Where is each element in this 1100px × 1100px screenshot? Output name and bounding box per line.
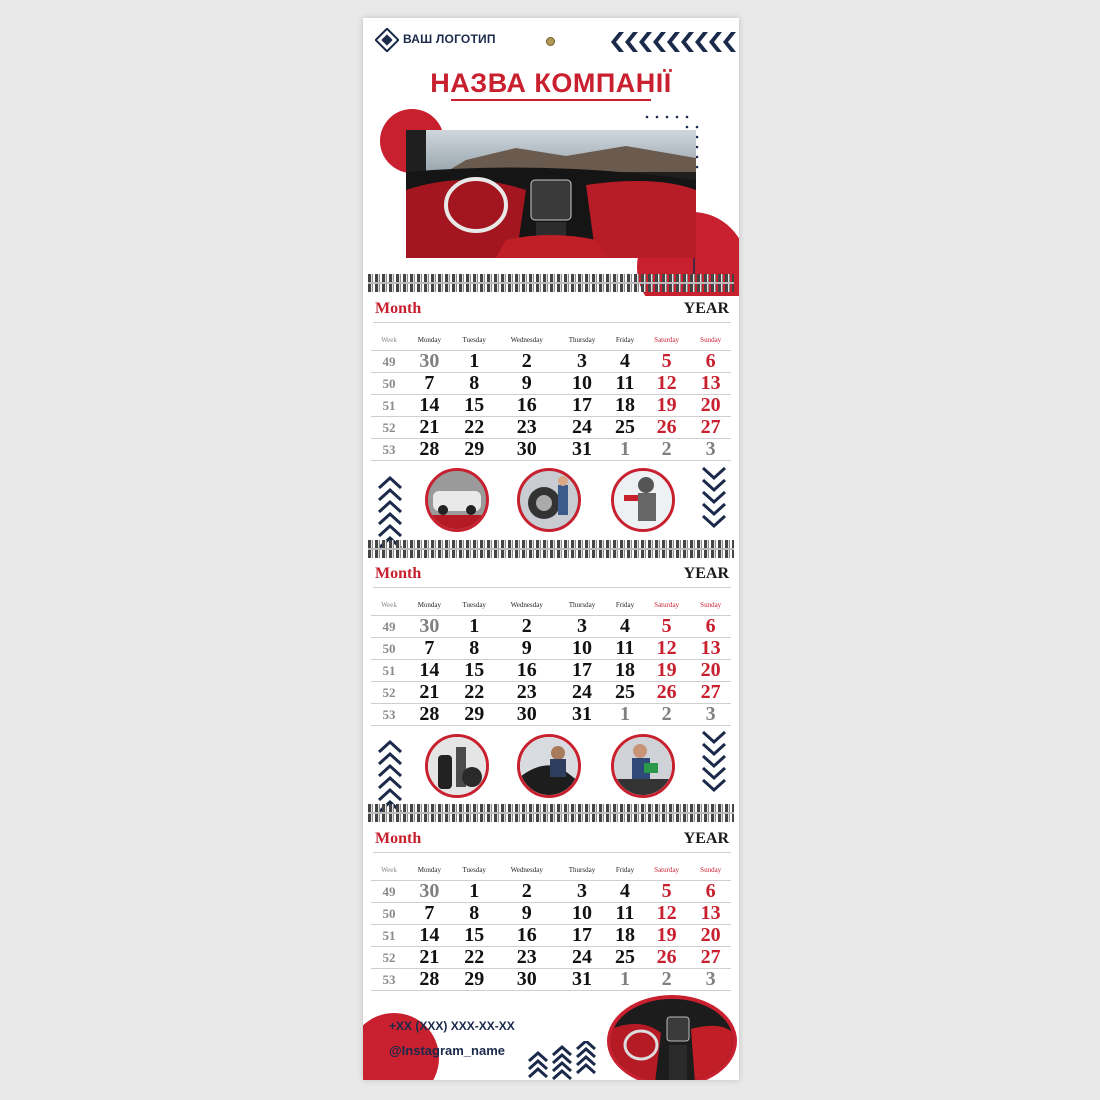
week-row — [371, 373, 731, 395]
day-cell: 15 — [452, 660, 497, 682]
hero-photo-car-interior — [406, 130, 696, 258]
week-number: 50 — [371, 373, 407, 395]
day-cell: 16 — [497, 925, 557, 947]
day-cell: 12 — [643, 903, 690, 925]
day-cell: 5 — [643, 616, 690, 638]
calendar-month-1 — [363, 298, 739, 478]
day-cell: 31 — [557, 704, 607, 726]
day-cell: 13 — [690, 903, 731, 925]
day-cell: 10 — [557, 373, 607, 395]
day-cell: 14 — [407, 925, 452, 947]
company-name: НАЗВА КОМПАНІЇ — [430, 68, 672, 98]
footer-photo-car-interior — [607, 995, 737, 1080]
logo-text: ВАШ ЛОГОТИП — [403, 32, 496, 46]
day-cell: 9 — [497, 903, 557, 925]
weekday-header: Friday — [607, 330, 643, 351]
day-cell: 20 — [690, 395, 731, 417]
calendar-header — [363, 18, 739, 296]
chevron-up-icon — [377, 740, 403, 812]
day-cell: 6 — [690, 351, 731, 373]
day-cell: 1 — [607, 704, 643, 726]
week-number: 50 — [371, 638, 407, 660]
divider — [373, 322, 731, 323]
day-cell: 17 — [557, 395, 607, 417]
week-row — [371, 351, 731, 373]
month-grid — [371, 330, 731, 461]
service-photo-wheel — [517, 468, 581, 532]
day-cell: 20 — [690, 660, 731, 682]
contact-phone: +XX (XXX) XXX-XX-XX — [389, 1019, 515, 1033]
day-cell: 21 — [407, 417, 452, 439]
week-number: 52 — [371, 682, 407, 704]
title-underline — [451, 99, 651, 103]
week-row — [371, 638, 731, 660]
weekday-header: Monday — [407, 860, 452, 881]
day-cell: 3 — [557, 616, 607, 638]
chevron-up-icon — [377, 476, 403, 548]
day-cell: 15 — [452, 395, 497, 417]
day-cell: 27 — [690, 417, 731, 439]
day-cell: 30 — [497, 969, 557, 991]
day-cell: 30 — [407, 351, 452, 373]
week-number: 53 — [371, 969, 407, 991]
calendar-month-3 — [363, 828, 739, 1008]
weekday-header: Friday — [607, 860, 643, 881]
week-number: 50 — [371, 903, 407, 925]
contact-instagram: @Instagram_name — [389, 1043, 505, 1058]
month-label: Month — [375, 565, 422, 582]
day-cell: 3 — [690, 439, 731, 461]
week-number: 49 — [371, 351, 407, 373]
weekday-header: Saturday — [643, 595, 690, 616]
week-row — [371, 616, 731, 638]
day-cell: 14 — [407, 660, 452, 682]
day-cell: 13 — [690, 638, 731, 660]
day-cell: 8 — [452, 638, 497, 660]
week-row — [371, 439, 731, 461]
weekday-header: Wednesday — [497, 595, 557, 616]
day-cell: 6 — [690, 881, 731, 903]
weekday-header: Tuesday — [452, 595, 497, 616]
day-cell: 22 — [452, 947, 497, 969]
week-number: 53 — [371, 439, 407, 461]
day-cell: 22 — [452, 682, 497, 704]
month-label: Month — [375, 830, 422, 847]
day-cell: 26 — [643, 682, 690, 704]
divider — [373, 852, 731, 853]
weekday-header: Monday — [407, 330, 452, 351]
day-cell: 1 — [607, 969, 643, 991]
week-number: 53 — [371, 704, 407, 726]
day-cell: 14 — [407, 395, 452, 417]
service-photo-painter — [611, 468, 675, 532]
day-cell: 24 — [557, 682, 607, 704]
company-logo — [375, 28, 496, 50]
spiral-binding — [368, 274, 734, 292]
day-cell: 27 — [690, 947, 731, 969]
week-row — [371, 395, 731, 417]
day-cell: 4 — [607, 351, 643, 373]
week-row — [371, 947, 731, 969]
week-number: 51 — [371, 660, 407, 682]
week-row — [371, 660, 731, 682]
day-cell: 30 — [497, 439, 557, 461]
day-cell: 17 — [557, 660, 607, 682]
service-photo-garage — [425, 468, 489, 532]
day-cell: 6 — [690, 616, 731, 638]
day-cell: 30 — [407, 881, 452, 903]
spiral-binding — [368, 804, 734, 822]
wall-calendar — [363, 18, 739, 1080]
day-cell: 11 — [607, 903, 643, 925]
day-cell: 18 — [607, 660, 643, 682]
week-number: 52 — [371, 947, 407, 969]
day-cell: 10 — [557, 638, 607, 660]
weekday-header: Sunday — [690, 860, 731, 881]
day-cell: 25 — [607, 947, 643, 969]
weekday-header: Thursday — [557, 595, 607, 616]
day-cell: 2 — [643, 704, 690, 726]
day-cell: 23 — [497, 417, 557, 439]
spiral-binding — [368, 540, 734, 558]
day-cell: 13 — [690, 373, 731, 395]
day-cell: 2 — [497, 881, 557, 903]
day-cell: 23 — [497, 682, 557, 704]
year-label: YEAR — [683, 565, 729, 582]
day-cell: 31 — [557, 439, 607, 461]
month-grid — [371, 860, 731, 991]
day-cell: 2 — [497, 616, 557, 638]
day-cell: 24 — [557, 947, 607, 969]
day-cell: 1 — [452, 351, 497, 373]
day-cell: 8 — [452, 903, 497, 925]
day-cell: 17 — [557, 925, 607, 947]
year-label: YEAR — [683, 300, 729, 317]
day-cell: 16 — [497, 395, 557, 417]
photo-strip-1 — [363, 466, 739, 550]
divider — [373, 587, 731, 588]
day-cell: 18 — [607, 395, 643, 417]
day-cell: 29 — [452, 704, 497, 726]
week-number: 51 — [371, 925, 407, 947]
weekday-header: Friday — [607, 595, 643, 616]
day-cell: 20 — [690, 925, 731, 947]
day-cell: 5 — [643, 351, 690, 373]
day-cell: 19 — [643, 925, 690, 947]
day-cell: 16 — [497, 660, 557, 682]
day-cell: 29 — [452, 439, 497, 461]
day-cell: 15 — [452, 925, 497, 947]
day-cell: 28 — [407, 439, 452, 461]
day-cell: 12 — [643, 373, 690, 395]
week-row — [371, 704, 731, 726]
logo-diamond-icon — [375, 28, 397, 50]
day-cell: 1 — [452, 616, 497, 638]
day-cell: 2 — [643, 439, 690, 461]
weekday-header: Monday — [407, 595, 452, 616]
week-row — [371, 417, 731, 439]
weekday-header: Saturday — [643, 860, 690, 881]
day-cell: 9 — [497, 373, 557, 395]
day-cell: 7 — [407, 638, 452, 660]
day-cell: 28 — [407, 969, 452, 991]
day-cell: 7 — [407, 373, 452, 395]
day-cell: 24 — [557, 417, 607, 439]
day-cell: 26 — [643, 417, 690, 439]
day-cell: 30 — [497, 704, 557, 726]
chevron-band-icon — [611, 32, 739, 52]
day-cell: 3 — [690, 969, 731, 991]
day-cell: 27 — [690, 682, 731, 704]
day-cell: 9 — [497, 638, 557, 660]
day-cell: 10 — [557, 903, 607, 925]
service-photo-mechanic — [517, 734, 581, 798]
calendar-footer — [363, 993, 739, 1080]
week-number: 51 — [371, 395, 407, 417]
weekday-header: Thursday — [557, 860, 607, 881]
hanging-hole — [546, 37, 555, 46]
week-row — [371, 881, 731, 903]
week-row — [371, 969, 731, 991]
day-cell: 7 — [407, 903, 452, 925]
day-cell: 28 — [407, 704, 452, 726]
day-cell: 5 — [643, 881, 690, 903]
day-cell: 25 — [607, 682, 643, 704]
month-label: Month — [375, 300, 422, 317]
weekday-header: Week — [371, 595, 407, 616]
weekday-header: Sunday — [690, 595, 731, 616]
weekday-header: Thursday — [557, 330, 607, 351]
week-row — [371, 682, 731, 704]
weekday-header: Saturday — [643, 330, 690, 351]
weekday-header: Wednesday — [497, 330, 557, 351]
day-cell: 2 — [643, 969, 690, 991]
year-label: YEAR — [683, 830, 729, 847]
week-number: 49 — [371, 616, 407, 638]
day-cell: 4 — [607, 881, 643, 903]
day-cell: 26 — [643, 947, 690, 969]
day-cell: 18 — [607, 925, 643, 947]
day-cell: 19 — [643, 660, 690, 682]
chevron-down-icon — [701, 466, 727, 530]
day-cell: 3 — [557, 351, 607, 373]
week-number: 52 — [371, 417, 407, 439]
service-photo-tires — [425, 734, 489, 798]
day-cell: 21 — [407, 947, 452, 969]
week-number: 49 — [371, 881, 407, 903]
day-cell: 29 — [452, 969, 497, 991]
week-row — [371, 903, 731, 925]
day-cell: 11 — [607, 373, 643, 395]
day-cell: 22 — [452, 417, 497, 439]
day-cell: 25 — [607, 417, 643, 439]
week-row — [371, 925, 731, 947]
day-cell: 31 — [557, 969, 607, 991]
day-cell: 30 — [407, 616, 452, 638]
photo-strip-2 — [363, 730, 739, 814]
day-cell: 11 — [607, 638, 643, 660]
day-cell: 3 — [557, 881, 607, 903]
weekday-header: Tuesday — [452, 330, 497, 351]
day-cell: 21 — [407, 682, 452, 704]
day-cell: 4 — [607, 616, 643, 638]
day-cell: 3 — [690, 704, 731, 726]
chevron-up-icon — [527, 1041, 599, 1080]
weekday-header: Sunday — [690, 330, 731, 351]
weekday-header: Tuesday — [452, 860, 497, 881]
calendar-month-2 — [363, 563, 739, 743]
weekday-header: Wednesday — [497, 860, 557, 881]
day-cell: 1 — [452, 881, 497, 903]
service-photo-diagnostics — [611, 734, 675, 798]
day-cell: 8 — [452, 373, 497, 395]
day-cell: 1 — [607, 439, 643, 461]
day-cell: 12 — [643, 638, 690, 660]
chevron-down-icon — [701, 730, 727, 794]
weekday-header: Week — [371, 860, 407, 881]
day-cell: 23 — [497, 947, 557, 969]
weekday-header: Week — [371, 330, 407, 351]
month-grid — [371, 595, 731, 726]
day-cell: 2 — [497, 351, 557, 373]
day-cell: 19 — [643, 395, 690, 417]
